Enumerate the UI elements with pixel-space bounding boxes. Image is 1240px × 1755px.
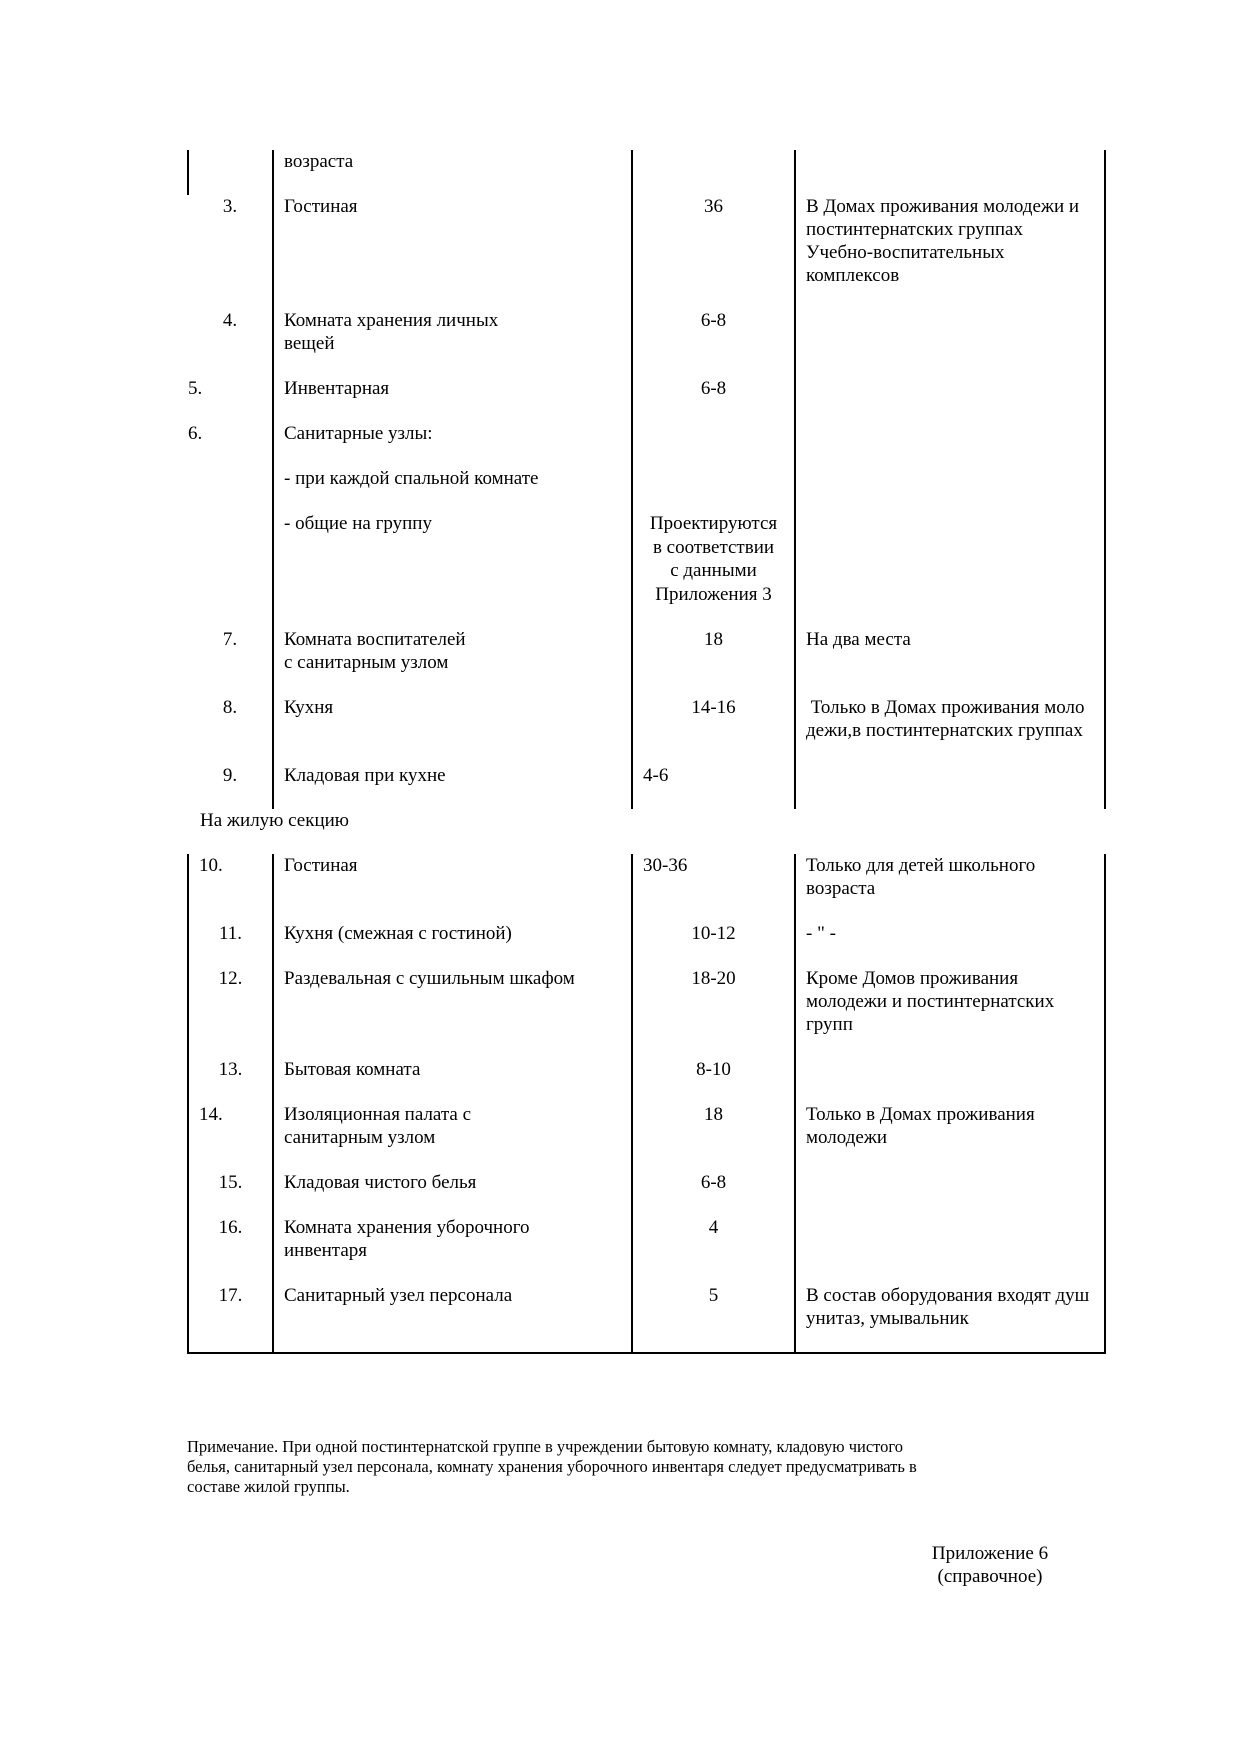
room-name: Кладовая чистого белья xyxy=(273,1171,632,1216)
row-number: 12. xyxy=(188,967,273,1058)
room-note xyxy=(795,512,1105,628)
table-row xyxy=(188,512,1105,628)
room-area: 18 xyxy=(632,1103,795,1171)
row-number xyxy=(188,150,273,195)
room-name: Комната хранения личных вещей xyxy=(273,309,632,377)
table-row xyxy=(188,1216,1105,1284)
table-row xyxy=(188,922,1105,967)
row-number: 16. xyxy=(188,1216,273,1284)
room-note xyxy=(795,309,1105,377)
table-row xyxy=(188,377,1105,422)
room-area: 6-8 xyxy=(632,377,795,422)
room-area: 6-8 xyxy=(632,1171,795,1216)
room-note: - " - xyxy=(795,922,1105,967)
row-number: 8. xyxy=(222,697,238,718)
table-row xyxy=(188,195,1105,309)
room-note xyxy=(795,764,1105,809)
room-area: 14-16 xyxy=(632,696,795,764)
table-row xyxy=(188,422,1105,467)
section-label: На жилую секцию xyxy=(200,810,349,831)
room-note xyxy=(795,1216,1105,1284)
room-name: возраста xyxy=(273,150,632,195)
table-row xyxy=(188,1171,1105,1216)
room-note xyxy=(795,1171,1105,1216)
room-name: Гостиная xyxy=(273,195,632,309)
table-row xyxy=(188,1284,1105,1353)
row-number: 17. xyxy=(188,1284,273,1353)
room-note: Только в Домах проживания молодежи xyxy=(795,1103,1105,1171)
footnote: Примечание. При одной постинтернатской группе в учреждении бытовую комнату, кладовую чистого белья, санитарный узел персонала, комнату хранения уборочного инвентаря следует предусматривать в составе жилой группы. xyxy=(187,1437,917,1496)
room-area: 36 xyxy=(632,195,795,309)
table-row xyxy=(188,150,1105,195)
table-row xyxy=(188,467,1105,512)
table-row xyxy=(188,1058,1105,1103)
room-note xyxy=(795,1058,1105,1103)
row-number: 9. xyxy=(222,765,238,786)
room-name: Комната воспитателей с санитарным узлом xyxy=(273,628,632,696)
row-number: 3. xyxy=(222,196,238,217)
room-note: В состав оборудования входят душ унитаз, умывальник xyxy=(795,1284,1105,1353)
room-note xyxy=(795,422,1105,467)
room-name: - общие на группу xyxy=(273,512,632,628)
room-name: Изоляционная палата с санитарным узлом xyxy=(273,1103,632,1171)
room-area xyxy=(632,150,795,195)
row-number: 14. xyxy=(188,1103,273,1171)
room-note: Только в Домах проживания моло дежи,в постинтернатских группах xyxy=(795,696,1105,764)
table-row xyxy=(188,696,1105,764)
room-area xyxy=(632,467,795,512)
row-number: 13. xyxy=(188,1058,273,1103)
room-name: Санитарный узел персонала xyxy=(273,1284,632,1353)
room-area: 4 xyxy=(632,1216,795,1284)
room-note: В Домах проживания молодежи и постинтернатских группах Учебно-воспитательных комплексов xyxy=(795,195,1105,309)
room-note: Кроме Домов проживания молодежи и постинтернатских групп xyxy=(795,967,1105,1058)
room-area: 4-6 xyxy=(632,764,795,809)
appendix-subtitle: (справочное) xyxy=(937,1566,1043,1587)
row-number: 5. xyxy=(188,378,203,399)
room-note xyxy=(795,377,1105,422)
room-area xyxy=(632,422,795,467)
room-name: Кладовая при кухне xyxy=(273,764,632,809)
row-number: 15. xyxy=(188,1171,273,1216)
rooms-table xyxy=(187,150,1106,1354)
appendix-heading xyxy=(900,1542,1080,1588)
room-name: Бытовая комната xyxy=(273,1058,632,1103)
table-row xyxy=(188,628,1105,696)
room-name: Инвентарная xyxy=(273,377,632,422)
room-name: Кухня (смежная с гостиной) xyxy=(273,922,632,967)
room-name: Санитарные узлы: xyxy=(273,422,632,467)
room-area: 6-8 xyxy=(632,309,795,377)
row-number: 10. xyxy=(188,854,273,922)
room-name: - при каждой спальной комнате xyxy=(273,467,632,512)
room-area: 5 xyxy=(632,1284,795,1353)
room-area: Проектируются в соответствии с данными Приложения 3 xyxy=(632,512,795,628)
appendix-title: Приложение 6 xyxy=(931,1543,1049,1564)
row-number xyxy=(188,512,273,628)
table-row xyxy=(188,1103,1105,1171)
room-area: 10-12 xyxy=(632,922,795,967)
row-number: 11. xyxy=(188,922,273,967)
row-number: 7. xyxy=(222,629,238,650)
room-area: 30-36 xyxy=(632,854,795,922)
table-row xyxy=(188,309,1105,377)
room-area: 18 xyxy=(632,628,795,696)
room-name: Раздевальная с сушильным шкафом xyxy=(273,967,632,1058)
row-number: 4. xyxy=(222,310,238,331)
table-row xyxy=(188,967,1105,1058)
room-name: Кухня xyxy=(273,696,632,764)
room-area: 8-10 xyxy=(632,1058,795,1103)
room-note xyxy=(795,467,1105,512)
room-note xyxy=(795,150,1105,195)
room-name: Гостиная xyxy=(273,854,632,922)
row-number: 6. xyxy=(188,423,203,444)
room-note: На два места xyxy=(795,628,1105,696)
room-note: Только для детей школьного возраста xyxy=(795,854,1105,922)
table-row xyxy=(188,854,1105,922)
room-name: Комната хранения уборочного инвентаря xyxy=(273,1216,632,1284)
room-area: 18-20 xyxy=(632,967,795,1058)
row-number xyxy=(188,467,273,512)
section-row xyxy=(188,809,1105,854)
table-row xyxy=(188,764,1105,809)
